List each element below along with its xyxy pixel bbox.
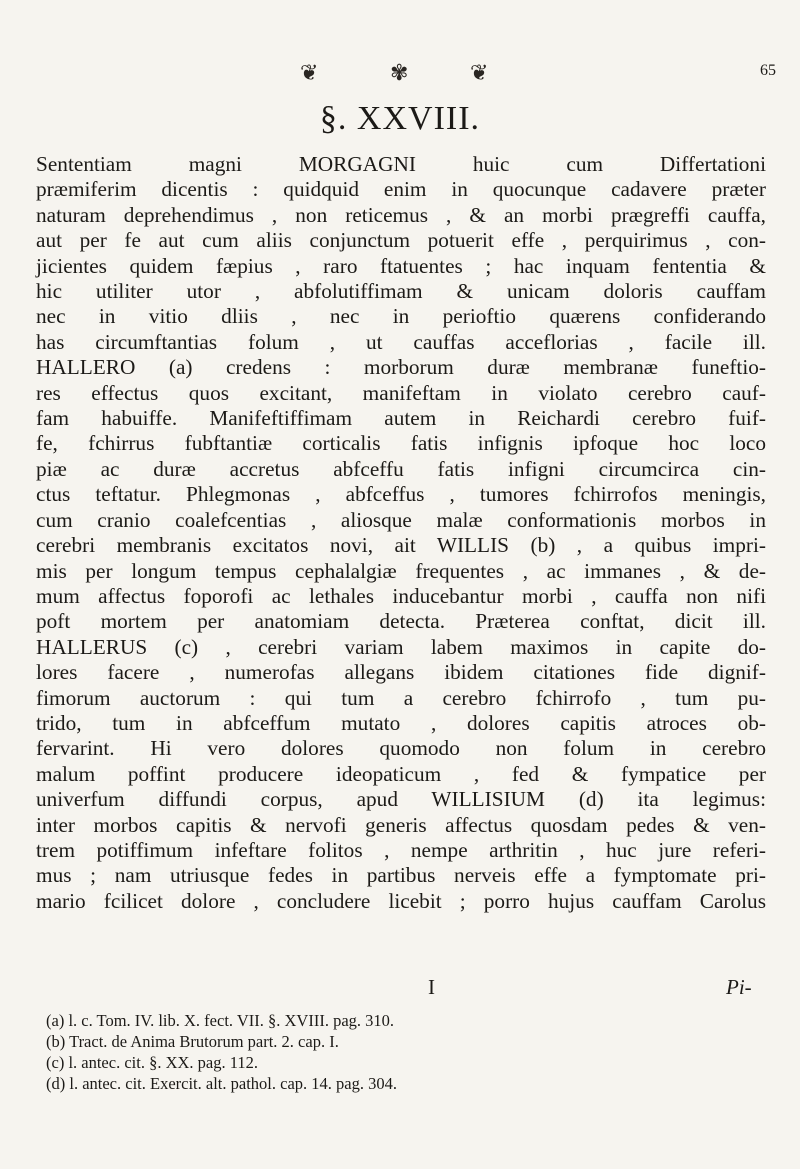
header-ornaments: [0, 60, 800, 90]
text-line: mus ; nam utriusque fedes in partibus nerveis effe a fymptomate pri-: [36, 863, 766, 888]
text-line: piæ ac duræ accretus abfceffu fatis infigni circumcirca cin-: [36, 456, 766, 481]
footnotes: [46, 1010, 746, 1094]
text-line: ctus teftatur. Phlegmonas , abfceffus , tumores fchirrofos meningis,: [36, 482, 766, 507]
footnote: (a) l. c. Tom. IV. lib. X. fect. VII. §. XVIII. pag. 310.: [46, 1011, 395, 1030]
footnote: (d) l. antec. cit. Exercit. alt. pathol. cap. 14. pag. 304.: [46, 1074, 397, 1093]
text-line: lores facere , numerofas allegans ibidem citationes fide dignif-: [36, 660, 766, 685]
text-line: malum poffint producere ideopaticum , fed & fympatice per: [36, 761, 766, 786]
section-title: §. XXVIII.: [319, 100, 481, 137]
ornament-right-icon: ❦: [470, 60, 489, 85]
text-line: fe, fchirrus fubftantiæ corticalis fatis infignis ipfoque hoc loco: [36, 431, 766, 456]
signature-mark: I: [428, 975, 435, 999]
text-line: mum affectus foporofi ac lethales inducebantur morbi , cauffa non nifi: [36, 583, 766, 608]
text-line: Sententiam magni MORGAGNI huic cum Differtationi: [36, 152, 766, 176]
text-line: trido, tum in abfceffum mutato , dolores capitis atroces ob-: [36, 710, 766, 735]
text-line: HALLERUS (c) , cerebri variam labem maximos in capite do-: [36, 634, 766, 659]
text-line: hic utiliter utor , abfolutiffimam & unicam doloris cauffam: [36, 279, 766, 304]
ornament-left-icon: ❦: [300, 60, 319, 85]
text-line: mis per longum tempus cephalalgiæ frequentes , ac immanes , & de-: [36, 558, 766, 583]
text-line: res effectus quos excitant, manifeftam in violato cerebro cauf-: [36, 380, 766, 405]
footnote: (b) Tract. de Anima Brutorum part. 2. cap. I.: [46, 1032, 339, 1051]
text-line: inter morbos capitis & nervofi generis affectus quosdam pedes & ven-: [36, 812, 766, 837]
text-line: trem potiffimum infeftare folitos , nempe arthritin , huc jure referi-: [36, 837, 766, 862]
text-line: fam habuiffe. Manifeftiffimam autem in Reichardi cerebro fuif-: [36, 406, 766, 431]
footnote: (c) l. antec. cit. §. XX. pag. 112.: [46, 1053, 258, 1072]
ornament-center-icon: ✾: [390, 60, 409, 85]
text-line: naturam deprehendimus , non reticemus , & an morbi prægreffi cauffa,: [36, 202, 766, 227]
text-line: univerfum diffundi corpus, apud WILLISIUM (d) ita legimus:: [36, 787, 766, 812]
text-line: fimorum auctorum : qui tum a cerebro fchirrofo , tum pu-: [36, 685, 766, 710]
text-line: nec in vitio dliis , nec in perioftio quærens confiderando: [36, 304, 766, 329]
catchword: Pi-: [726, 975, 752, 999]
text-line: cerebri membranis excitatos novi, ait WILLIS (b) , a quibus impri-: [36, 533, 766, 558]
text-line: mario fcilicet dolore , concludere licebit ; porro hujus cauffam Carolus: [36, 888, 766, 913]
text-line: aut per fe aut cum aliis conjunctum potuerit effe , perquirimus , con-: [36, 228, 766, 253]
text-line: fervarint. Hi vero dolores quomodo non folum in cerebro: [36, 736, 766, 761]
text-line: cum cranio coalefcentias , aliosque malæ conformationis morbos in: [36, 507, 766, 532]
text-line: poft mortem per anatomiam detecta. Præterea conftat, dicit ill.: [36, 609, 766, 634]
page-number: 65: [760, 62, 776, 79]
text-line: HALLERO (a) credens : morborum duræ membranæ funeftio-: [36, 355, 766, 380]
text-line: præmiferim dicentis : quidquid enim in quocunque cadavere præter: [36, 177, 766, 202]
text-line: jicientes quidem fæpius , raro ftatuentes ; hac inquam fententia &: [36, 253, 766, 278]
main-text: [36, 152, 766, 914]
text-line: has circumftantias folum , ut cauffas acceflorias , facile ill.: [36, 329, 766, 354]
